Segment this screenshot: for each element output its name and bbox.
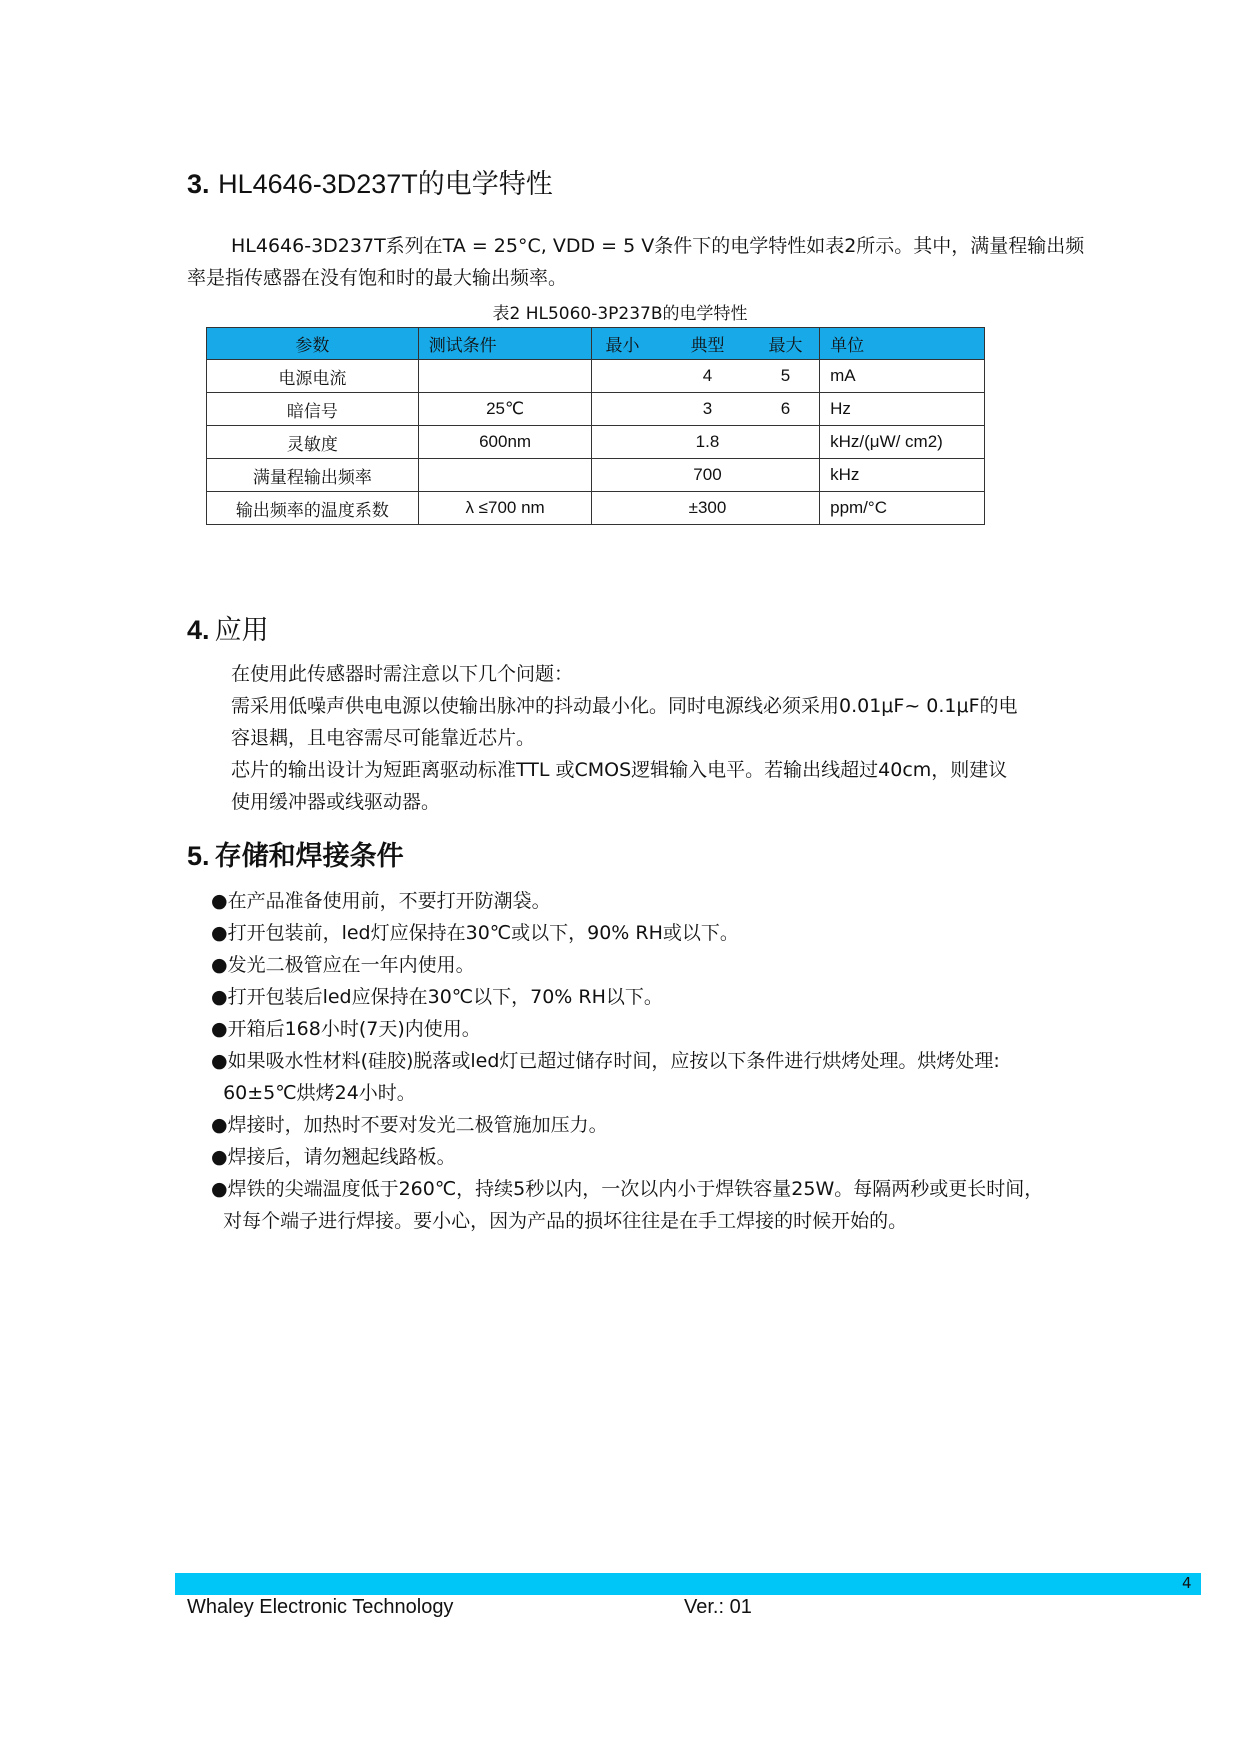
row-values <box>592 459 820 492</box>
header-param: 参数 <box>207 328 419 360</box>
row-min <box>592 459 652 491</box>
section-4-heading <box>187 608 269 647</box>
section-5-number: 5. <box>187 841 210 871</box>
section-3-title: HL4646-3D237T的电学特性 <box>218 169 553 199</box>
row-typ: 700 <box>693 465 722 484</box>
section-5-bullet: ●打开包装前，led灯应保持在30℃或以下，90% RH或以下。 <box>211 922 739 944</box>
row-param: 灵敏度 <box>207 426 419 459</box>
row-max: 6 <box>780 399 791 418</box>
section-5-bullet: ●发光二极管应在一年内使用。 <box>211 954 475 976</box>
section-5-bullet: ●打开包装后led应保持在30℃以下，70% RH以下。 <box>211 986 663 1008</box>
footer-version: Ver.: 01 <box>684 1596 752 1618</box>
row-typ: 3 <box>702 399 713 418</box>
footer-company: Whaley Electronic Technology <box>187 1596 454 1618</box>
header-typ: 典型 <box>690 336 725 355</box>
row-min <box>592 426 652 458</box>
section-4-number: 4. <box>187 615 210 645</box>
row-max <box>755 492 815 524</box>
header-max: 最大 <box>768 336 803 355</box>
row-cond: λ ≤700 nm <box>418 492 592 525</box>
section-5-bullet-continuation: 60±5℃烘烤24小时。 <box>211 1082 416 1104</box>
row-typ: 1.8 <box>695 432 720 451</box>
row-param: 电源电流 <box>207 360 419 393</box>
section-5-bullet: ●焊铁的尖端温度低于260℃，持续5秒以内，一次以内小于焊铁容量25W。每隔两秒或更长时间， <box>211 1178 1044 1200</box>
section-5-title: 存储和焊接条件 <box>214 841 404 872</box>
row-max <box>755 459 815 491</box>
row-min <box>592 393 652 425</box>
section-3-para-line-2: 率是指传感器在没有饱和时的最大输出频率。 <box>187 267 568 289</box>
row-typ: ±300 <box>688 498 727 517</box>
row-min <box>592 492 652 524</box>
row-values <box>592 393 820 426</box>
table-caption: 表2 HL5060-3P237B的电学特性 <box>492 304 748 324</box>
section-4-line: 需采用低噪声供电电源以使输出脉冲的抖动最小化。同时电源线必须采用0.01μF~ 0.1μF的电 <box>231 695 1018 717</box>
row-max: 5 <box>780 366 791 385</box>
section-5-bullet: ●开箱后168小时(7天)内使用。 <box>211 1018 481 1040</box>
row-typ: 4 <box>702 366 713 385</box>
table-header-row <box>207 328 985 360</box>
section-4-line: 在使用此传感器时需注意以下几个问题： <box>231 663 574 685</box>
row-cond <box>418 459 592 492</box>
header-min: 最小 <box>605 336 640 355</box>
row-param: 输出频率的温度系数 <box>207 492 419 525</box>
table-row <box>207 459 985 492</box>
section-4-title: 应用 <box>214 615 269 646</box>
section-5-bullet: ●焊接时，加热时不要对发光二极管施加压力。 <box>211 1114 608 1136</box>
row-values <box>592 360 820 393</box>
header-min-typ-max <box>592 328 820 360</box>
footer-bar <box>175 1573 1201 1595</box>
header-cond: 测试条件 <box>418 328 592 360</box>
electrical-spec-table <box>206 327 985 525</box>
row-cond <box>418 360 592 393</box>
table-row <box>207 492 985 525</box>
row-unit: Hz <box>820 393 985 426</box>
section-5-bullet: ●在产品准备使用前，不要打开防潮袋。 <box>211 890 551 912</box>
row-unit: kHz <box>820 459 985 492</box>
row-param: 满量程输出频率 <box>207 459 419 492</box>
row-cond: 600nm <box>418 426 592 459</box>
section-5-heading <box>187 834 404 873</box>
row-values <box>592 492 820 525</box>
section-5-bullet-continuation: 对每个端子进行焊接。要小心，因为产品的损坏往往是在手工焊接的时候开始的。 <box>211 1210 908 1232</box>
row-max <box>755 426 815 458</box>
section-5-bullet: ●如果吸水性材料(硅胶)脱落或led灯已超过储存时间，应按以下条件进行烘烤处理。烘烤处理: <box>211 1050 1000 1072</box>
section-3-heading <box>187 162 553 201</box>
row-values <box>592 426 820 459</box>
section-3-para-line-1: HL4646-3D237T系列在TA = 25°C, VDD = 5 V条件下的电学特性如表2所示。其中，满量程输出频 <box>231 235 1085 257</box>
row-unit: kHz/(μW/ cm2) <box>820 426 985 459</box>
table-row <box>207 393 985 426</box>
row-cond: 25℃ <box>418 393 592 426</box>
row-unit: ppm/°C <box>820 492 985 525</box>
section-4-line: 容退耦，且电容需尽可能靠近芯片。 <box>231 727 536 749</box>
section-4-line: 使用缓冲器或线驱动器。 <box>231 791 441 813</box>
section-3-number: 3. <box>187 169 210 199</box>
row-unit: mA <box>820 360 985 393</box>
table-row <box>207 426 985 459</box>
row-min <box>592 360 652 392</box>
header-unit: 单位 <box>820 328 985 360</box>
section-5-bullet: ●焊接后，请勿翘起线路板。 <box>211 1146 456 1168</box>
page-number: 4 <box>1182 1574 1192 1592</box>
section-4-line: 芯片的输出设计为短距离驱动标准TTL 或CMOS逻辑输入电平。若输出线超过40cm，则建议 <box>231 759 1008 781</box>
row-param: 暗信号 <box>207 393 419 426</box>
table-row <box>207 360 985 393</box>
